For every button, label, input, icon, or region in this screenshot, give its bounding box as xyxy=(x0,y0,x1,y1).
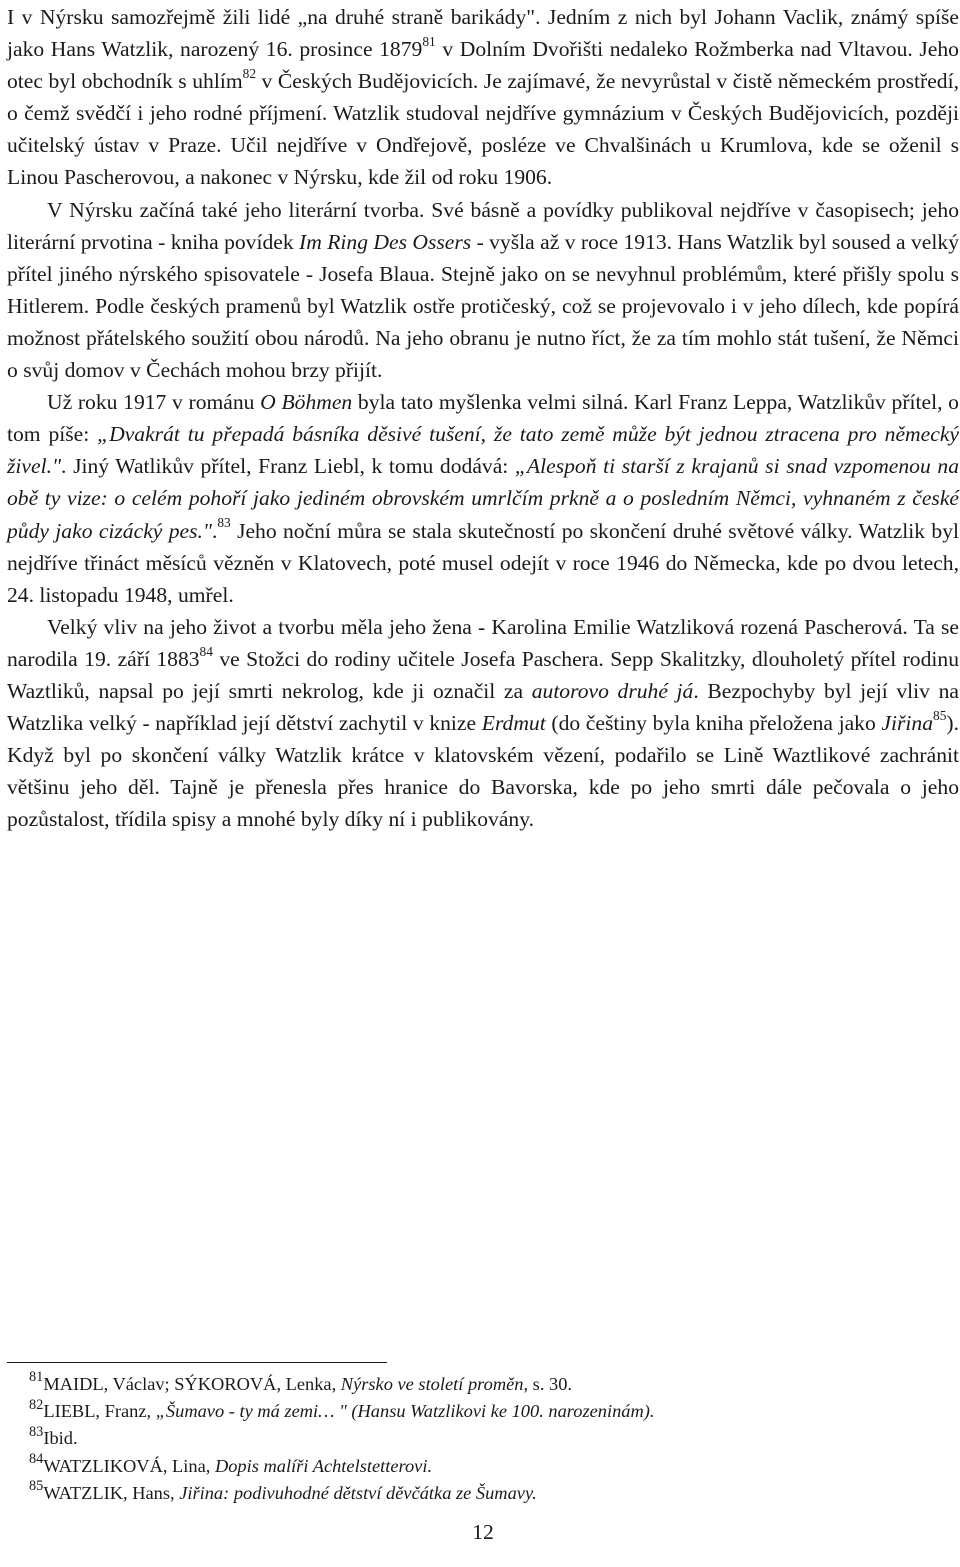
footnote-text xyxy=(43,1374,572,1394)
footnote-84 xyxy=(29,1453,929,1480)
text-run: WATZLIKOVÁ, Lina, xyxy=(43,1455,215,1476)
italic-text: O Böhmen xyxy=(260,390,353,415)
italic-text: Im Ring Des Ossers xyxy=(299,229,472,254)
footnote-text xyxy=(43,1401,654,1421)
footnote-text xyxy=(43,1483,536,1503)
text-run: Ibid. xyxy=(43,1428,78,1449)
text-run: Jeho noční můra se stala skutečností po skončení druhé světové války. Watzlik byl nejdříve třináct měsíců vězněn v Klatovech, poté musel odejít v roce 1946 do Německa, kde po dvou letech, 24. listopadu 1948, umřel. xyxy=(7,518,960,607)
text-run: LIEBL, Franz, xyxy=(43,1401,156,1422)
text-run: MAIDL, Václav; SÝKOROVÁ, Lenka, xyxy=(43,1374,341,1394)
footnotes xyxy=(29,1371,929,1507)
footnote-number: 81 xyxy=(29,1369,44,1386)
text-run: ). Když byl po skončení války Watzlik krátce v klatovském vězení, podařilo se Lině Waztlikové zachránit většinu jeho děl. Tajně je přenesla přes hranice do Bavorska, kde po jeho smrti dále pečovala o jeho pozůstalost, třídila spisy a mnohé byly díky ní i publikovány. xyxy=(7,711,959,832)
text-run: WATZLIK, Hans, xyxy=(43,1482,180,1503)
text-run: byla tato myšlenka velmi silná. Karl Franz Leppa, Watzlikův přítel, o tom píše: xyxy=(7,390,959,447)
text-run: I v Nýrsku samozřejmě žili lidé „na druhé straně barikády". Jedním z nich byl Johann Vaclik, známý spíše jako Hans Watzlik, narozený 16. prosince 1879 xyxy=(7,5,959,62)
footnote-ref: 83 xyxy=(217,515,231,531)
body-text xyxy=(7,1,959,835)
footnote-ref: 81 xyxy=(422,33,436,49)
footnote-number: 84 xyxy=(29,1451,44,1468)
footnote-ref: 84 xyxy=(199,643,213,659)
paragraph-4 xyxy=(7,611,959,836)
text-run: . Jiný Watlikův přítel, Franz Liebl, k tomu dodává: xyxy=(61,454,515,479)
text-run: Už roku 1917 v románu xyxy=(47,390,261,415)
footnote-83 xyxy=(29,1425,929,1452)
paragraph-3 xyxy=(7,386,959,611)
footnote-number: 85 xyxy=(29,1478,44,1495)
text-run: v Českých Budějovicích. Je zajímavé, že nevyrůstal v čistě německém prostředí, o čemž svědčí i jeho rodné příjmení. Watzlik studoval nejdříve gymnázium v Českých Budějovicích, později učitelský ústav v Praze. Učil nejdříve v Ondřejově, posléze ve Chvalšinách u Krumlova, kde se oženil s Linou Pascherovou, a nakonec v Nýrsku, kde žil od roku 1906. xyxy=(7,69,959,190)
footnote-text xyxy=(43,1456,432,1476)
text-run: - vyšla až v roce 1913. Hans Watzlik byl soused a velký přítel jiného nýrského spisovatele - Josefa Blaua. Stejně jako on se nevyhnul problémům, které přišly spolu s Hitlerem. Podle českých pramenů byl Watzlik ostře protičeský, což se projevovalo i v jeho dílech, kde popírá možnost přátelského soužití obou národů. Na jeho obranu je nutno říct, že za tím mohlo stát tušení, že Němci o svůj domov v Čechách mohou brzy přijít. xyxy=(7,229,959,383)
italic-text: Jiřina xyxy=(881,711,934,736)
italic-text: „Alespoň ti starší z krajanů si snad vzpomenou na obě ty vize: o celém pohoří jako jediném obrovském umrlčím prkně a o posledním Němci, vyhnaném z české půdy jako cizácký pes." xyxy=(7,454,959,543)
text-run: ve Stožci do rodiny učitele Josefa Paschera. Sepp Skalitzky, dlouholetý přítel rodinu Waztliků, napsal po její smrti nekrolog, kde ji označil za xyxy=(7,646,959,703)
text-run: (do češtiny byla kniha přeložena jako xyxy=(545,711,882,736)
footnote-ref: 82 xyxy=(242,66,256,81)
text-run: v Dolním Dvořišti nedaleko Rožmberka nad Vltavou. Jeho otec byl obchodník s uhlím xyxy=(7,37,959,94)
italic-text: „Šumavo - ty má zemi… " (Hansu Watzlikovi ke 100. narozeninám). xyxy=(155,1401,655,1422)
footnote-number: 83 xyxy=(29,1423,44,1440)
italic-text: Jiřina: podivuhodné dětství děvčátka ze Šumavy. xyxy=(179,1482,537,1503)
footnote-number: 82 xyxy=(29,1396,44,1413)
italic-text: Erdmut xyxy=(481,711,546,736)
italic-text: Dopis malíři Achtelstetterovi. xyxy=(214,1455,433,1476)
italic-text: Nýrsko ve století proměn xyxy=(340,1374,524,1394)
italic-text: „Dvakrát tu přepadá básníka děsivé tušení, že tato země může být jednou ztracena pro německý živel." xyxy=(7,422,959,479)
text-run: Velký vliv na jeho život a tvorbu měla jeho žena - Karolina Emilie Watzliková rozená Pascherová. Ta se narodila 19. září 1883 xyxy=(7,614,959,671)
text-run: , s. 30. xyxy=(523,1374,573,1394)
footnote-85 xyxy=(29,1480,929,1507)
paragraph-2 xyxy=(7,194,959,387)
italic-text: autorovo druhé já xyxy=(531,678,694,703)
footnote-ref: 85 xyxy=(933,707,947,723)
page-number: 12 xyxy=(472,1520,494,1544)
footnote-divider xyxy=(7,1362,387,1363)
document-page xyxy=(7,0,959,1567)
footnote-82 xyxy=(29,1398,929,1425)
footnote-81 xyxy=(29,1371,929,1398)
text-run: . xyxy=(211,518,218,543)
footnote-text xyxy=(43,1428,77,1448)
text-run: V Nýrsku začíná také jeho literární tvorba. Své básně a povídky publikoval nejdříve v časopisech; jeho literární prvotina - kniha povídek xyxy=(7,197,959,254)
text-run: . Bezpochyby byl její vliv na Watzlika velký - například její dětství zachytil v knize xyxy=(7,678,959,736)
paragraph-1 xyxy=(7,1,959,194)
